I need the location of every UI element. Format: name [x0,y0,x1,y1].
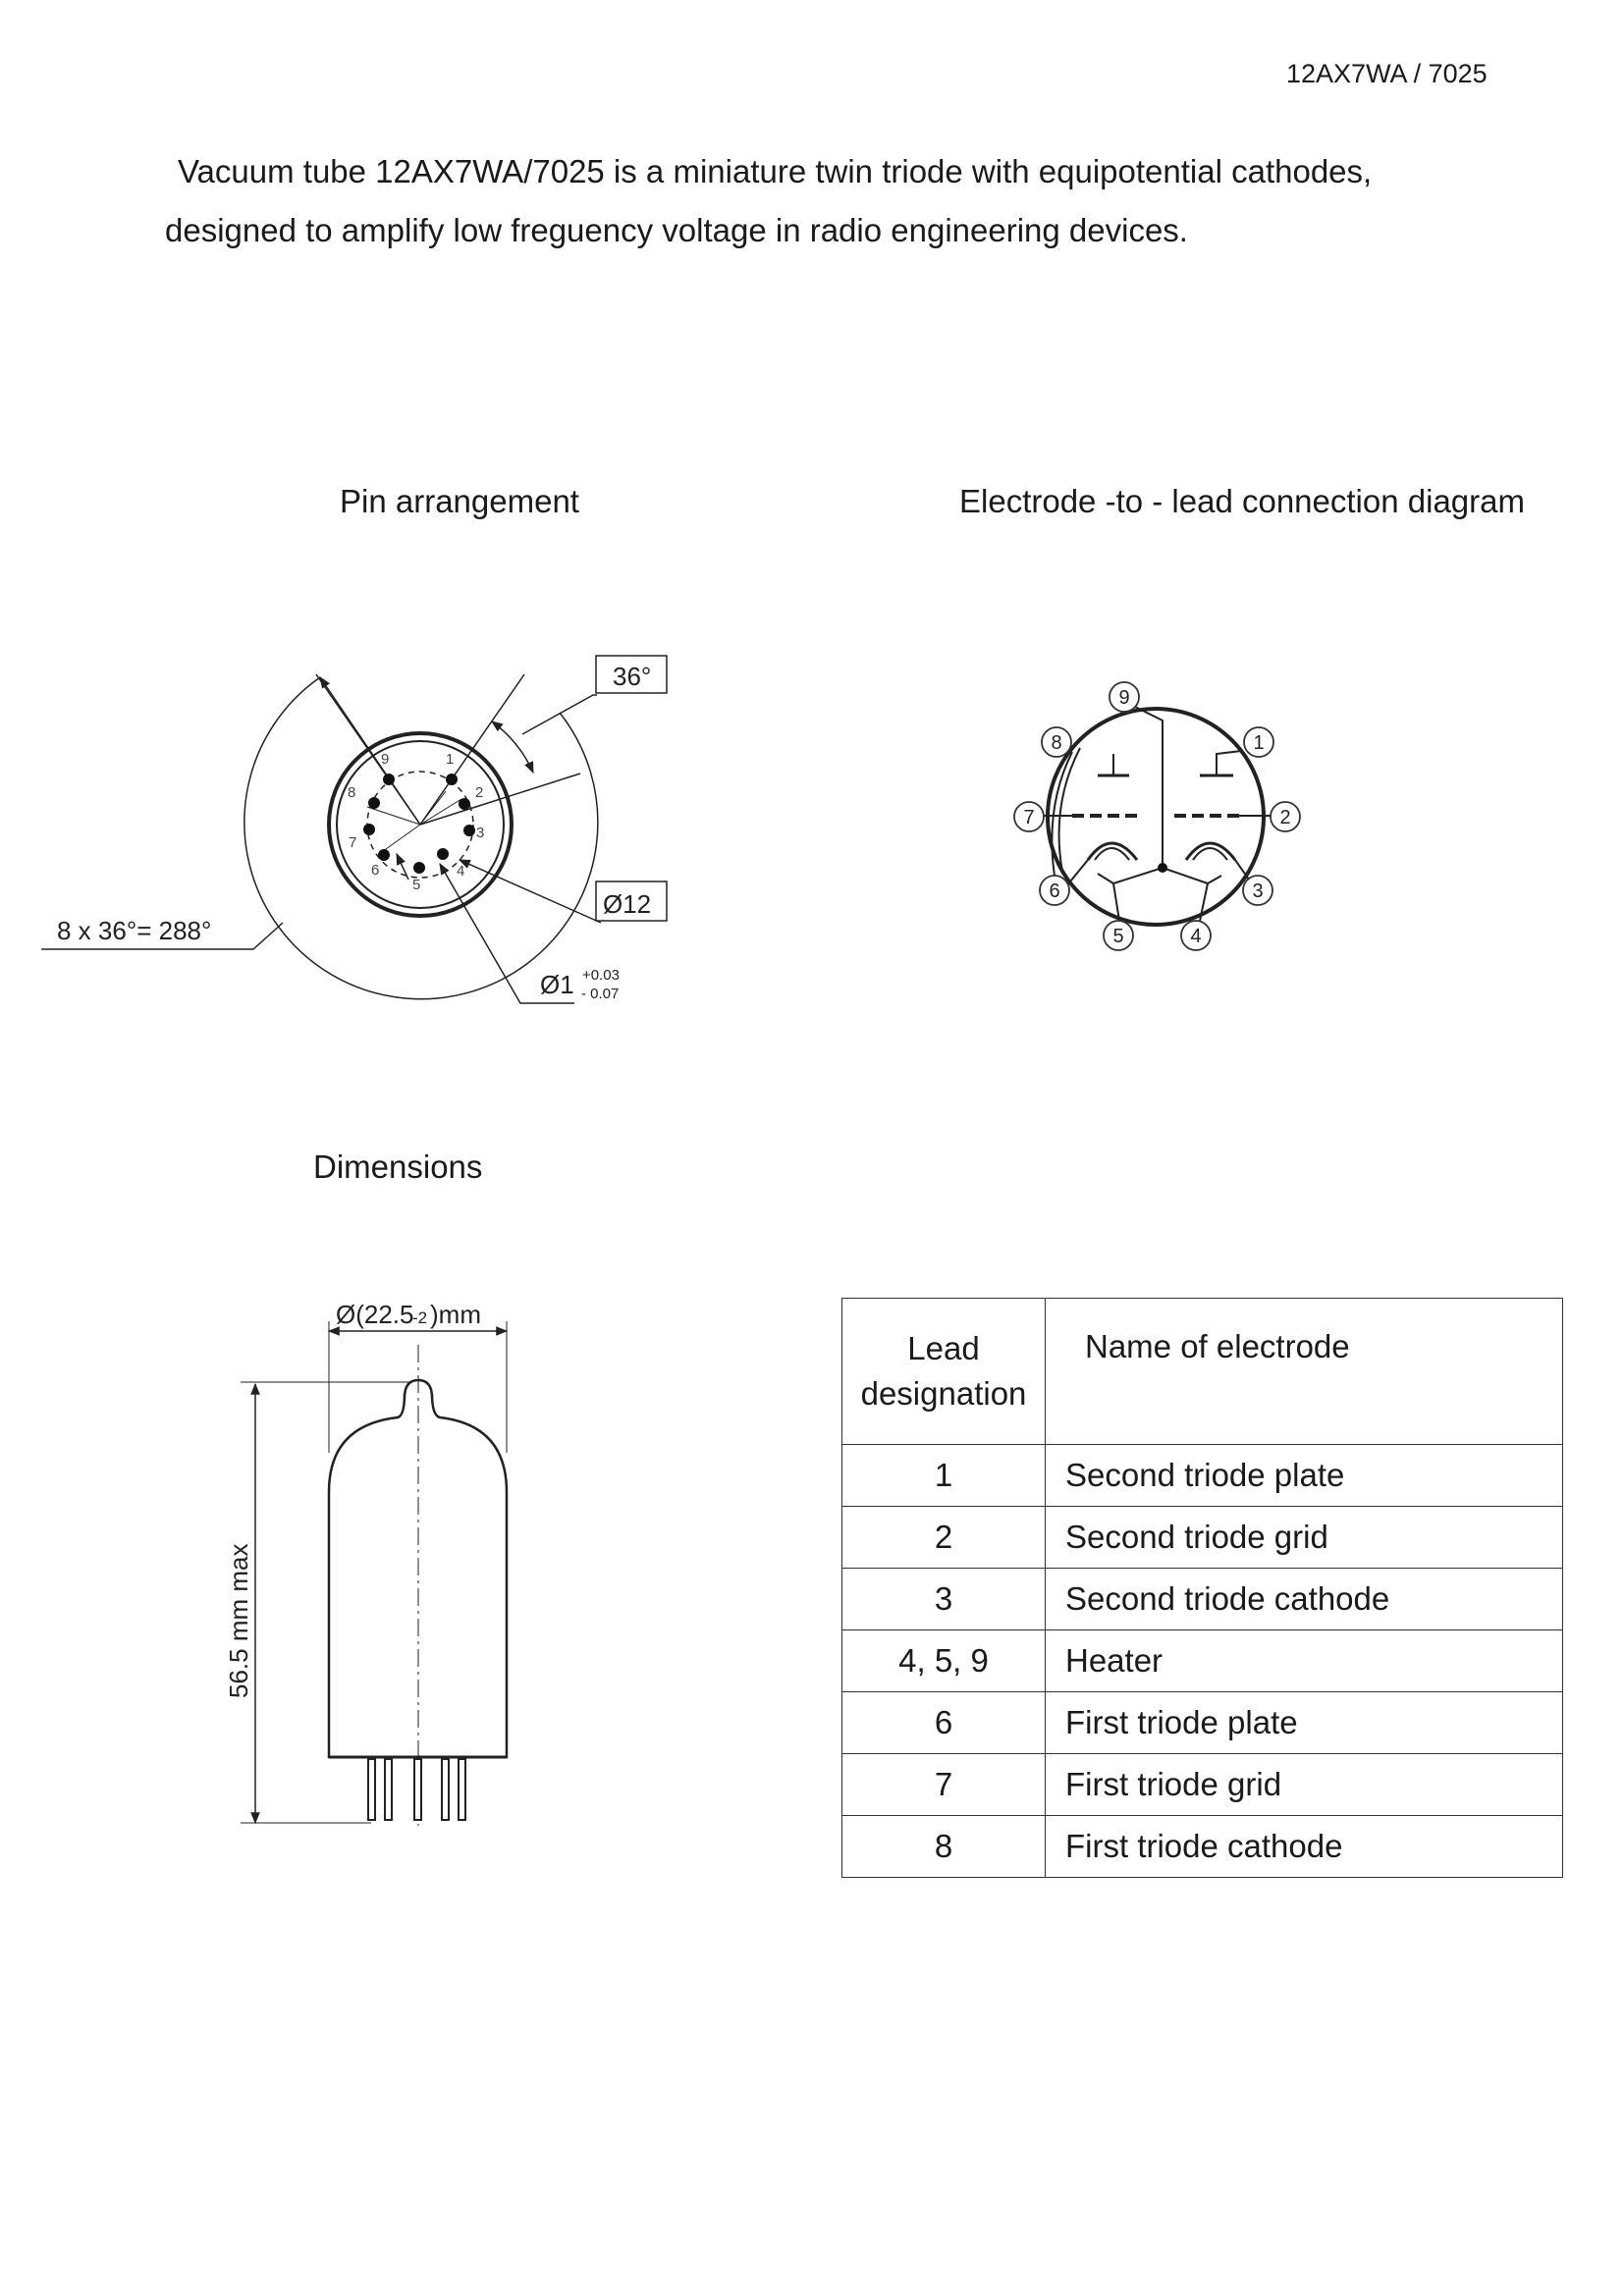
lead-label-8: 8 [1051,732,1062,754]
electrode-cell: Heater [1046,1630,1563,1692]
pin-label-7: 7 [349,834,357,851]
table-header-row [842,1299,1563,1445]
electrode-cell: First triode grid [1046,1754,1563,1816]
lead-label-5: 5 [1112,926,1124,947]
diameter-label: Ø(22.5 [336,1300,414,1329]
pin-diameter-tol-minus: - 0.07 [581,986,620,1002]
electrode-cell: Second triode grid [1046,1507,1563,1569]
lead-label-1: 1 [1253,732,1265,754]
intro-line-1: Vacuum tube 12AX7WA/7025 is a miniature twin triode with equipotential cathodes, [178,153,1373,189]
header-lead-line2: designation [860,1375,1027,1412]
electrode-cell: Second triode plate [1046,1445,1563,1507]
lead-label-6: 6 [1049,881,1060,902]
diameter-12-label: Ø12 [603,889,652,919]
pin-label-9: 9 [381,751,390,768]
table-row [842,1754,1563,1816]
header-lead-designation [842,1299,1046,1445]
lead-cell: 8 [842,1816,1046,1878]
height-label: 56.5 mm max [224,1543,253,1698]
lead-label-7: 7 [1023,807,1035,828]
pin-arrangement-title: Pin arrangement [340,483,579,519]
angle-36-label: 36° [613,662,652,691]
diameter-tolerance: -2 [412,1308,428,1327]
table-row [842,1692,1563,1754]
electrode-cell: First triode cathode [1046,1816,1563,1878]
electrode-cell: First triode plate [1046,1692,1563,1754]
lead-cell: 4, 5, 9 [842,1630,1046,1692]
total-angle-label: 8 x 36°= 288° [57,916,212,945]
lead-table [841,1298,1563,1878]
dimensions-title: Dimensions [313,1148,483,1185]
diameter-unit: )mm [430,1300,481,1329]
pin-label-4: 4 [457,863,465,880]
pin-diameter-tol-plus: +0.03 [582,967,620,984]
lead-cell: 6 [842,1692,1046,1754]
table-row [842,1816,1563,1878]
pin-label-8: 8 [348,784,356,801]
lead-cell: 3 [842,1569,1046,1630]
table-row [842,1630,1563,1692]
lead-label-4: 4 [1190,926,1202,947]
lead-cell: 1 [842,1445,1046,1507]
pin-label-3: 3 [476,825,485,841]
pin-label-1: 1 [446,751,455,768]
document-code: 12AX7WA / 7025 [1286,59,1488,88]
lead-label-2: 2 [1279,807,1291,828]
intro-line-2: designed to amplify low freguency voltage in radio engineering devices. [165,212,1188,248]
pin-label-5: 5 [412,877,421,893]
lead-label-3: 3 [1252,881,1264,902]
pin-label-6: 6 [371,862,380,879]
table-row [842,1445,1563,1507]
pin-diameter-label: Ø1 [540,970,574,999]
lead-label-9: 9 [1118,687,1130,709]
lead-cell: 7 [842,1754,1046,1816]
header-lead-line1: Lead [907,1330,980,1366]
lead-cell: 2 [842,1507,1046,1569]
tube-pins [368,1759,465,1820]
connection-diagram-title: Electrode -to - lead connection diagram [959,483,1525,519]
electrode-cell: Second triode cathode [1046,1569,1563,1630]
table-row [842,1507,1563,1569]
header-electrode-name: Name of electrode [1046,1299,1563,1445]
table-row [842,1569,1563,1630]
pin-label-2: 2 [475,784,484,801]
